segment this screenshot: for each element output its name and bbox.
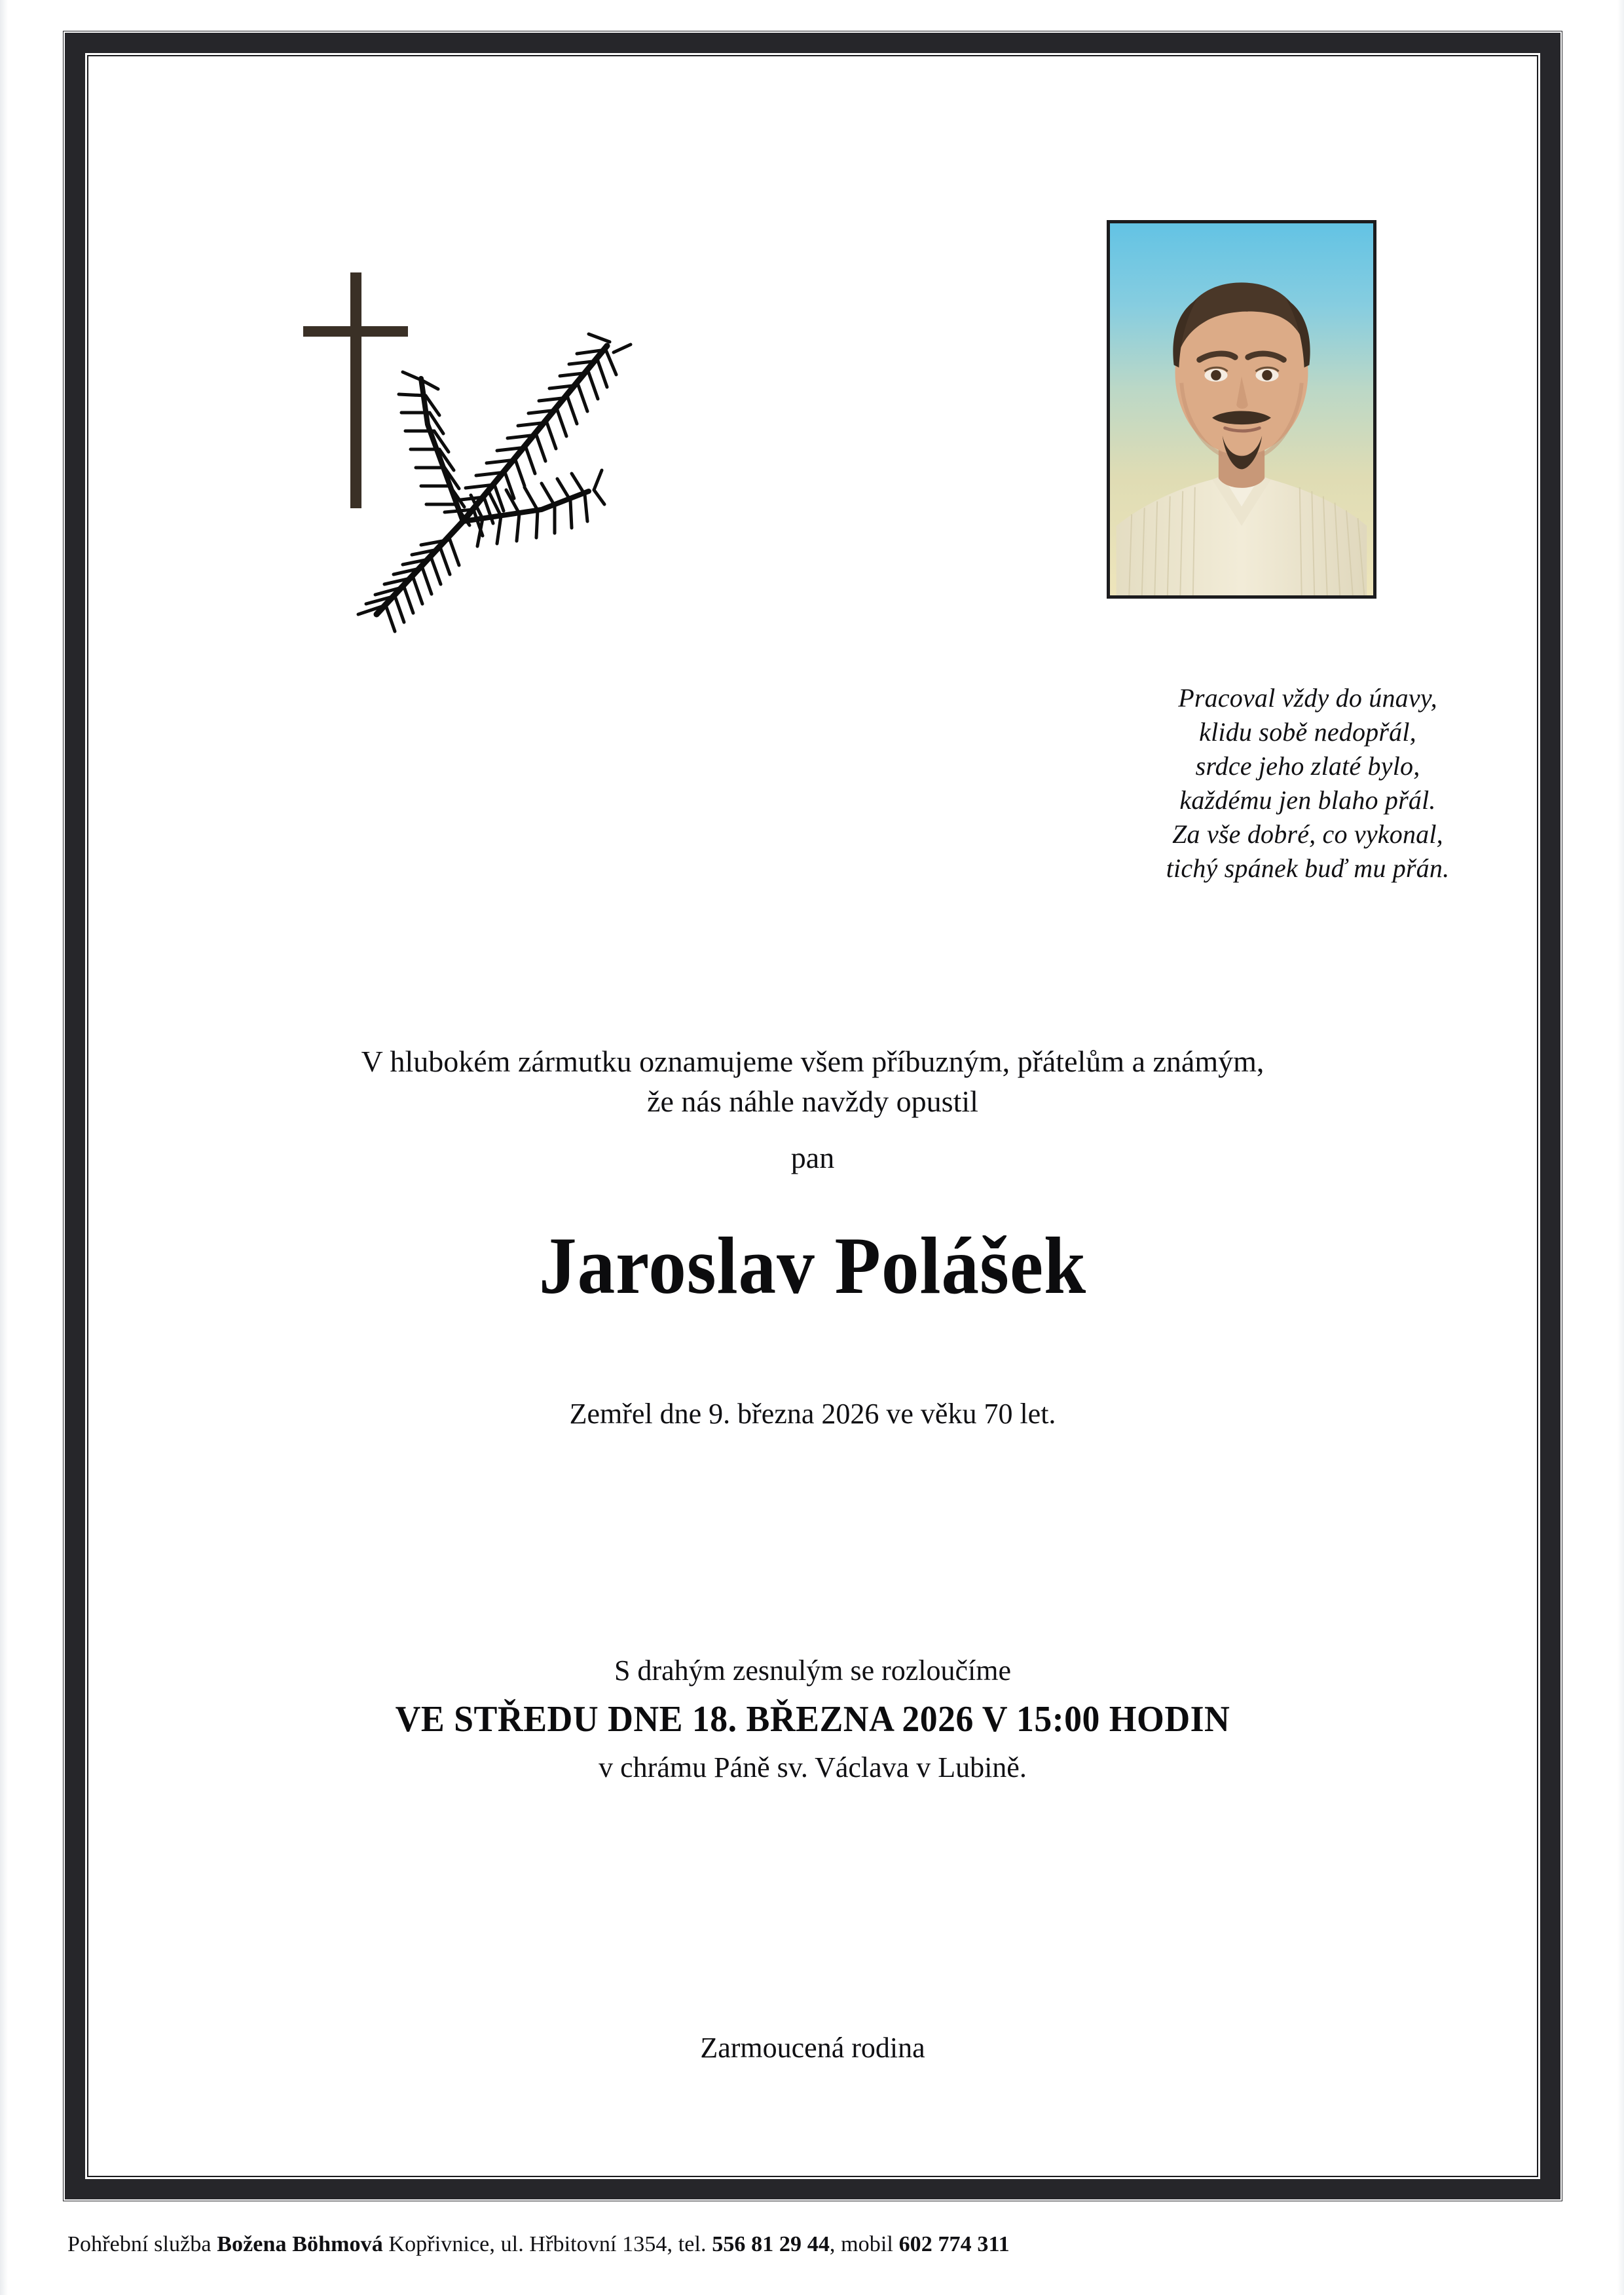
poem-line: srdce jeho zlaté bylo, [1195,751,1420,781]
announcement-line-1: V hlubokém zármutku oznamujeme všem příbuzným, přátelům a známým, [361,1045,1264,1078]
death-details: Zemřel dne 9. března 2026 ve věku 70 let. [569,1398,1056,1430]
footer-mobile: 602 774 311 [898,2232,1010,2256]
poem-line: Za vše dobré, co vykonal, [1172,819,1443,849]
funeral-service-footer [67,2232,1574,2257]
announcement-text [116,1042,1509,1178]
ceremony-location: v chrámu Páně sv. Václava v Lubině. [599,1751,1027,1783]
footer-mobile-label: , mobil [829,2232,899,2256]
memorial-poem [948,681,1624,886]
honorific: pan [790,1141,835,1175]
closing-family: Zarmoucená rodina [700,2032,925,2064]
deceased-name: Jaroslav Polášek [538,1221,1087,1311]
poem-line: klidu sobě nedopřál, [1199,717,1416,747]
poem-line: každému jen blaho přál. [1179,785,1436,815]
ceremony-intro: S drahým zesnulým se rozloučíme [614,1654,1012,1687]
footer-address: Kopřivnice, ul. Hřbitovní 1354, tel. [382,2232,712,2256]
ceremony-datetime: VE STŘEDU DNE 18. BŘEZNA 2026 V 15:00 HODIN [395,1699,1230,1740]
poem-line: Pracoval vždy do únavy, [1178,683,1437,713]
poem-line: tichý spánek buď mu přán. [1166,853,1450,883]
scan-edge-left [0,0,8,2295]
scan-edge-right [1617,0,1624,2295]
footer-phone: 556 81 29 44 [712,2232,830,2256]
fir-branch-icon [358,334,631,631]
footer-company: Božena Böhmová [217,2232,383,2256]
notice-content [64,31,1562,2201]
footer-prefix: Pohřební služba [67,2232,217,2256]
cross-icon [303,272,408,508]
cross-and-branch-emblem [267,248,633,634]
portrait-photo [1107,220,1376,599]
announcement-line-2: že nás náhle navždy opustil [647,1084,978,1118]
portrait-photo-image [1110,223,1373,595]
